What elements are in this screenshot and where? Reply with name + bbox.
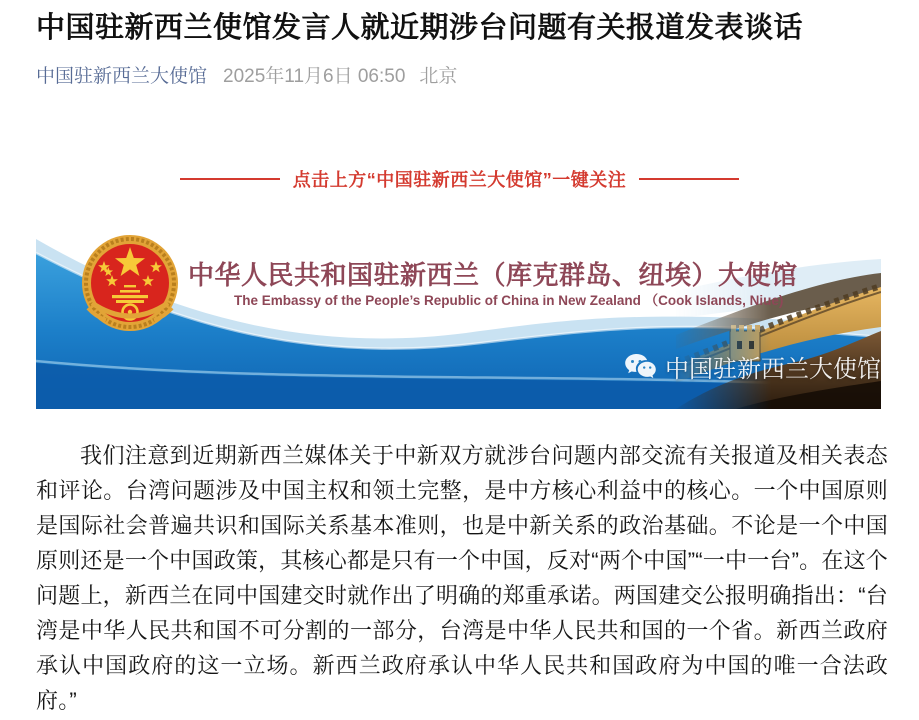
article-title: 中国驻新西兰使馆发言人就近期涉台问题有关报道发表谈话 bbox=[36, 12, 804, 44]
china-national-emblem-icon bbox=[82, 235, 178, 331]
wechat-watermark bbox=[624, 349, 881, 384]
wechat-watermark-text: 中国驻新西兰大使馆 bbox=[665, 356, 881, 383]
wechat-icon bbox=[624, 353, 658, 381]
banner-right-line bbox=[639, 178, 739, 180]
embassy-title-en: The Embassy of the People’s Republic of China in New Zealand （Cook Islands, Niue) bbox=[234, 293, 784, 308]
follow-banner bbox=[0, 166, 919, 192]
account-link[interactable]: 中国驻新西兰大使馆 bbox=[36, 66, 208, 87]
publish-date: 2025年11月6日 06:50 bbox=[223, 66, 406, 87]
article-meta bbox=[36, 61, 886, 88]
banner-left-line bbox=[180, 178, 280, 180]
article-body: 我们注意到近期新西兰媒体关于中新双方就涉台问题内部交流有关报道及相关表态和评论。台湾问题涉及中国主权和领土完整，是中方核心利益中的核心。一个中国原则是国际社会普遍共识和国际关系基本准则，也是中新关系的政治基础。不论是一个中国原则还是一个中国政策，其核心都是只有一个中国，反对“两个中国”“一中一台”。在这个问题上，新西兰在同中国建交时就作出了明确的郑重承诺。两国建交公报明确指出：“台湾是中华人民共和国不可分割的一部分，台湾是中华人民共和国的一个省。新西兰政府承认中国政府的这一立场。新西兰政府承认中华人民共和国政府为中国的唯一合法政府。” bbox=[36, 443, 888, 713]
publish-location: 北京 bbox=[419, 66, 458, 87]
embassy-title-cn: 中华人民共和国驻新西兰（库克群岛、纽埃）大使馆 bbox=[188, 260, 798, 290]
embassy-header-image[interactable] bbox=[36, 213, 881, 409]
follow-banner-text: 点击上方“中国驻新西兰大使馆”一键关注 bbox=[292, 170, 627, 190]
